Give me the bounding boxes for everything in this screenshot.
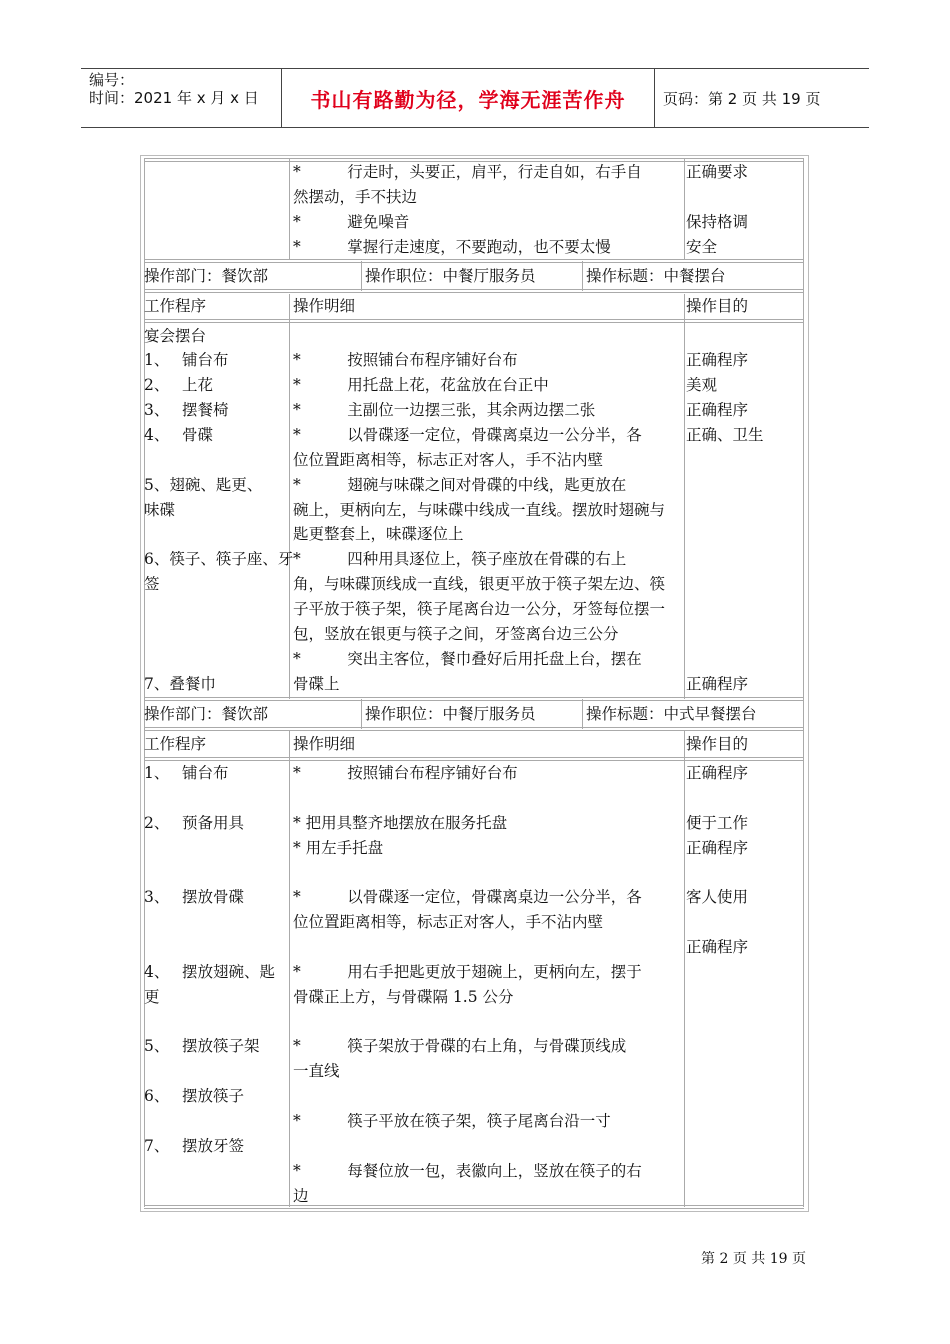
dept-cell: 操作部门：餐饮部	[144, 705, 269, 723]
step-cell: 5、 摆放筷子架	[144, 1037, 260, 1055]
detail-line: * 行走时，头要正，肩平，行走自如，右手自	[293, 163, 642, 181]
step-cell: 7、 摆放牙签	[144, 1137, 245, 1155]
detail-line: 骨碟正上方，与骨碟隔 1.5 公分	[293, 988, 514, 1006]
col-header-procedure: 工作程序	[144, 297, 207, 315]
detail-line: 包，竖放在银更与筷子之间，牙签离台边三公分	[293, 625, 619, 643]
purpose-cell: 正确、卫生	[686, 426, 764, 444]
col-header-detail: 操作明细	[293, 735, 356, 753]
detail-line: * 主副位一边摆三张，其余两边摆二张	[293, 401, 596, 419]
section-heading: 宴会摆台	[144, 327, 207, 345]
step-cell: 4、 摆放翅碗、匙	[144, 963, 276, 981]
col-divider	[289, 159, 290, 259]
detail-line: * 四种用具逐位上，筷子座放在骨碟的右上	[293, 550, 627, 568]
row-divider	[144, 289, 804, 293]
number-label: 编号：	[89, 71, 135, 89]
detail-line: 位位置距离相等，标志正对客人，手不沾内壁	[293, 451, 604, 469]
header-motto	[282, 69, 655, 127]
motto-text: 书山有路勤为径，学海无涯苦作舟	[310, 87, 626, 112]
purpose-cell: 正确程序	[686, 675, 749, 693]
page-footer: 第 2 页 共 19 页	[701, 1251, 806, 1267]
purpose-cell: 客人使用	[686, 888, 749, 906]
detail-line: * 用托盘上花，花盆放在台正中	[293, 376, 549, 394]
detail-line: * 把用具整齐地摆放在服务托盘	[293, 814, 508, 832]
header-meta	[89, 69, 282, 127]
step-cell: 1、 铺台布	[144, 764, 229, 782]
step-cell: 1、 铺台布	[144, 351, 229, 369]
purpose-cell: 安全	[686, 238, 718, 256]
purpose-cell: 正确要求	[686, 163, 749, 181]
detail-line: 碗上，更柄向左，与味碟中线成一直线。摆放时翅碗与	[293, 501, 666, 519]
position-cell: 操作职位：中餐厅服务员	[365, 267, 536, 285]
detail-line: * 每餐位放一包，表徽向上，竖放在筷子的右	[293, 1162, 642, 1180]
col-divider	[684, 731, 685, 1207]
detail-line: 骨碟上	[293, 675, 340, 693]
step-cell: 味碟	[144, 501, 176, 519]
title-cell: 操作标题：中餐摆台	[586, 267, 726, 285]
col-divider	[582, 261, 583, 291]
col-divider	[289, 731, 290, 1207]
purpose-cell: 正确程序	[686, 764, 749, 782]
dept-cell: 操作部门：餐饮部	[144, 267, 269, 285]
purpose-cell: 美观	[686, 376, 718, 394]
col-header-purpose: 操作目的	[686, 735, 749, 753]
step-cell: 6、 摆放筷子	[144, 1087, 245, 1105]
purpose-cell: 便于工作	[686, 814, 749, 832]
col-header-detail: 操作明细	[293, 297, 356, 315]
page-header	[81, 68, 869, 128]
detail-line: 位位置距离相等，标志正对客人，手不沾内壁	[293, 913, 604, 931]
detail-line: * 筷子架放于骨碟的右上角，与骨碟顶线成	[293, 1037, 627, 1055]
col-divider	[289, 294, 290, 699]
detail-line: 然摆动，手不扶边	[293, 188, 418, 206]
purpose-cell: 正确程序	[686, 351, 749, 369]
purpose-cell: 保持格调	[686, 213, 749, 231]
detail-line: * 按照铺台布程序铺好台布	[293, 351, 518, 369]
col-header-purpose: 操作目的	[686, 297, 749, 315]
step-cell: 更	[144, 988, 160, 1006]
detail-line: 子平放于筷子架，筷子尾离台边一公分，牙签每位摆一	[293, 600, 666, 618]
step-cell: 4、 骨碟	[144, 426, 214, 444]
table-border-right	[803, 159, 804, 1207]
step-cell: 3、 摆放骨碟	[144, 888, 245, 906]
step-cell: 5、翅碗、匙更、	[144, 476, 263, 494]
step-cell: 签	[144, 575, 160, 593]
col-divider	[361, 699, 362, 729]
purpose-cell: 正确程序	[686, 401, 749, 419]
detail-line: 匙更整套上，味碟逐位上	[293, 525, 464, 543]
row-divider	[144, 1205, 804, 1209]
detail-line: * 以骨碟逐一定位，骨碟离桌边一公分半，各	[293, 888, 642, 906]
detail-line: 边	[293, 1187, 309, 1205]
time-label: 时间：2021 年 x 月 x 日	[89, 89, 259, 107]
detail-line: * 翅碗与味碟之间对骨碟的中线，匙更放在	[293, 476, 627, 494]
title-cell: 操作标题：中式早餐摆台	[586, 705, 757, 723]
col-divider	[582, 699, 583, 729]
step-cell: 7、叠餐巾	[144, 675, 216, 693]
detail-line: 一直线	[293, 1062, 340, 1080]
purpose-cell: 正确程序	[686, 839, 749, 857]
detail-line: * 掌握行走速度，不要跑动，也不要太慢	[293, 238, 611, 256]
purpose-cell: 正确程序	[686, 938, 749, 956]
step-cell: 2、 上花	[144, 376, 214, 394]
col-header-procedure: 工作程序	[144, 735, 207, 753]
col-divider	[684, 294, 685, 699]
detail-line: * 以骨碟逐一定位，骨碟离桌边一公分半，各	[293, 426, 642, 444]
detail-line: * 突出主客位，餐巾叠好后用托盘上台，摆在	[293, 650, 642, 668]
col-divider	[361, 261, 362, 291]
col-divider	[684, 159, 685, 259]
detail-line: 角，与味碟顶线成一直线，银更平放于筷子架左边、筷	[293, 575, 666, 593]
header-page-label: 页码：第 2 页 共 19 页	[663, 89, 821, 108]
detail-line: * 用右手把匙更放于翅碗上，更柄向左，摆于	[293, 963, 642, 981]
row-divider	[144, 319, 804, 323]
step-cell: 2、 预备用具	[144, 814, 245, 832]
row-divider	[144, 697, 804, 701]
detail-line: * 避免噪音	[293, 213, 410, 231]
row-divider	[144, 727, 804, 731]
step-cell: 3、 摆餐椅	[144, 401, 229, 419]
step-cell: 6、筷子、筷子座、牙	[144, 550, 294, 568]
detail-line: * 筷子平放在筷子架，筷子尾离台沿一寸	[293, 1112, 611, 1130]
detail-line: * 按照铺台布程序铺好台布	[293, 764, 518, 782]
detail-line: * 用左手托盘	[293, 839, 384, 857]
position-cell: 操作职位：中餐厅服务员	[365, 705, 536, 723]
